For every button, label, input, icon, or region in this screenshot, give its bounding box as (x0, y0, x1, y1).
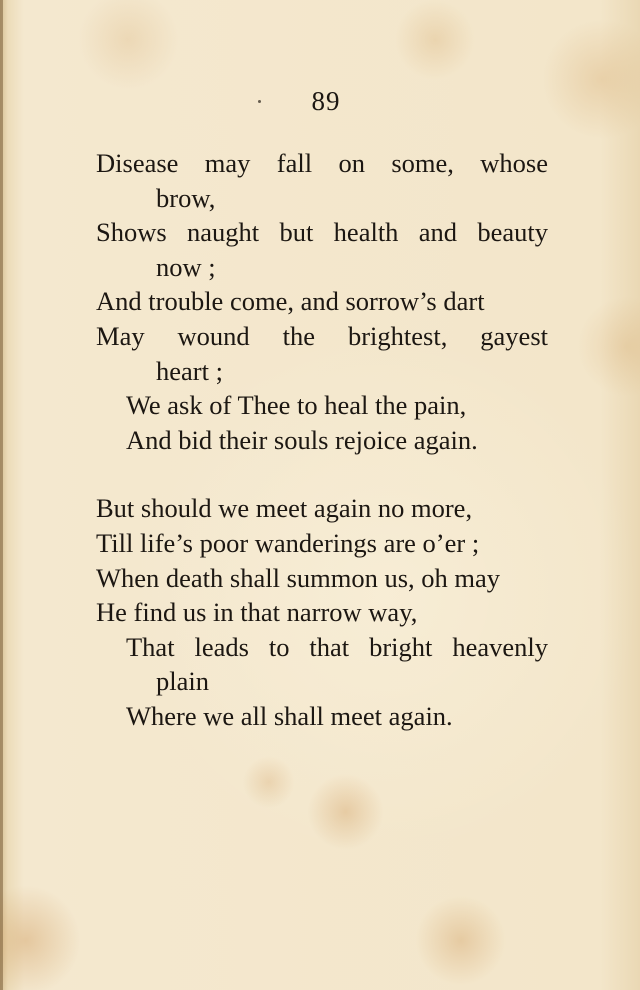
poem-line: Till life’s poor wanderings are o’er ; (96, 527, 480, 558)
poem-line: Shows naught but health and beauty (96, 217, 548, 248)
poem-line: That leads to that bright heavenly (126, 631, 548, 662)
stanza-1 (96, 146, 548, 457)
poem-line: We ask of Thee to heal the pain, (126, 390, 467, 421)
poem-line: He find us in that narrow way, (96, 597, 418, 628)
page-number: 89 (311, 86, 341, 116)
poem-line: And trouble come, and sorrow’s dart (96, 286, 485, 317)
poem-line: And bid their souls rejoice again. (126, 424, 478, 455)
page-edge-shadow (0, 0, 3, 990)
poem-line: now ; (156, 251, 216, 282)
poem-line: Disease may fall on some, whose (96, 148, 548, 178)
poem (96, 146, 548, 734)
poem-line: Where we all shall meet again. (126, 700, 453, 731)
poem-line: brow, (156, 182, 216, 213)
poem-line: When death shall summon us, oh may (96, 562, 501, 593)
poem-line: heart ; (156, 355, 223, 386)
poem-line: plain (156, 666, 209, 697)
poem-line: But should we meet again no more, (96, 493, 473, 524)
poem-line: May wound the brightest, gayest (96, 320, 548, 351)
stanza-2 (96, 491, 548, 733)
